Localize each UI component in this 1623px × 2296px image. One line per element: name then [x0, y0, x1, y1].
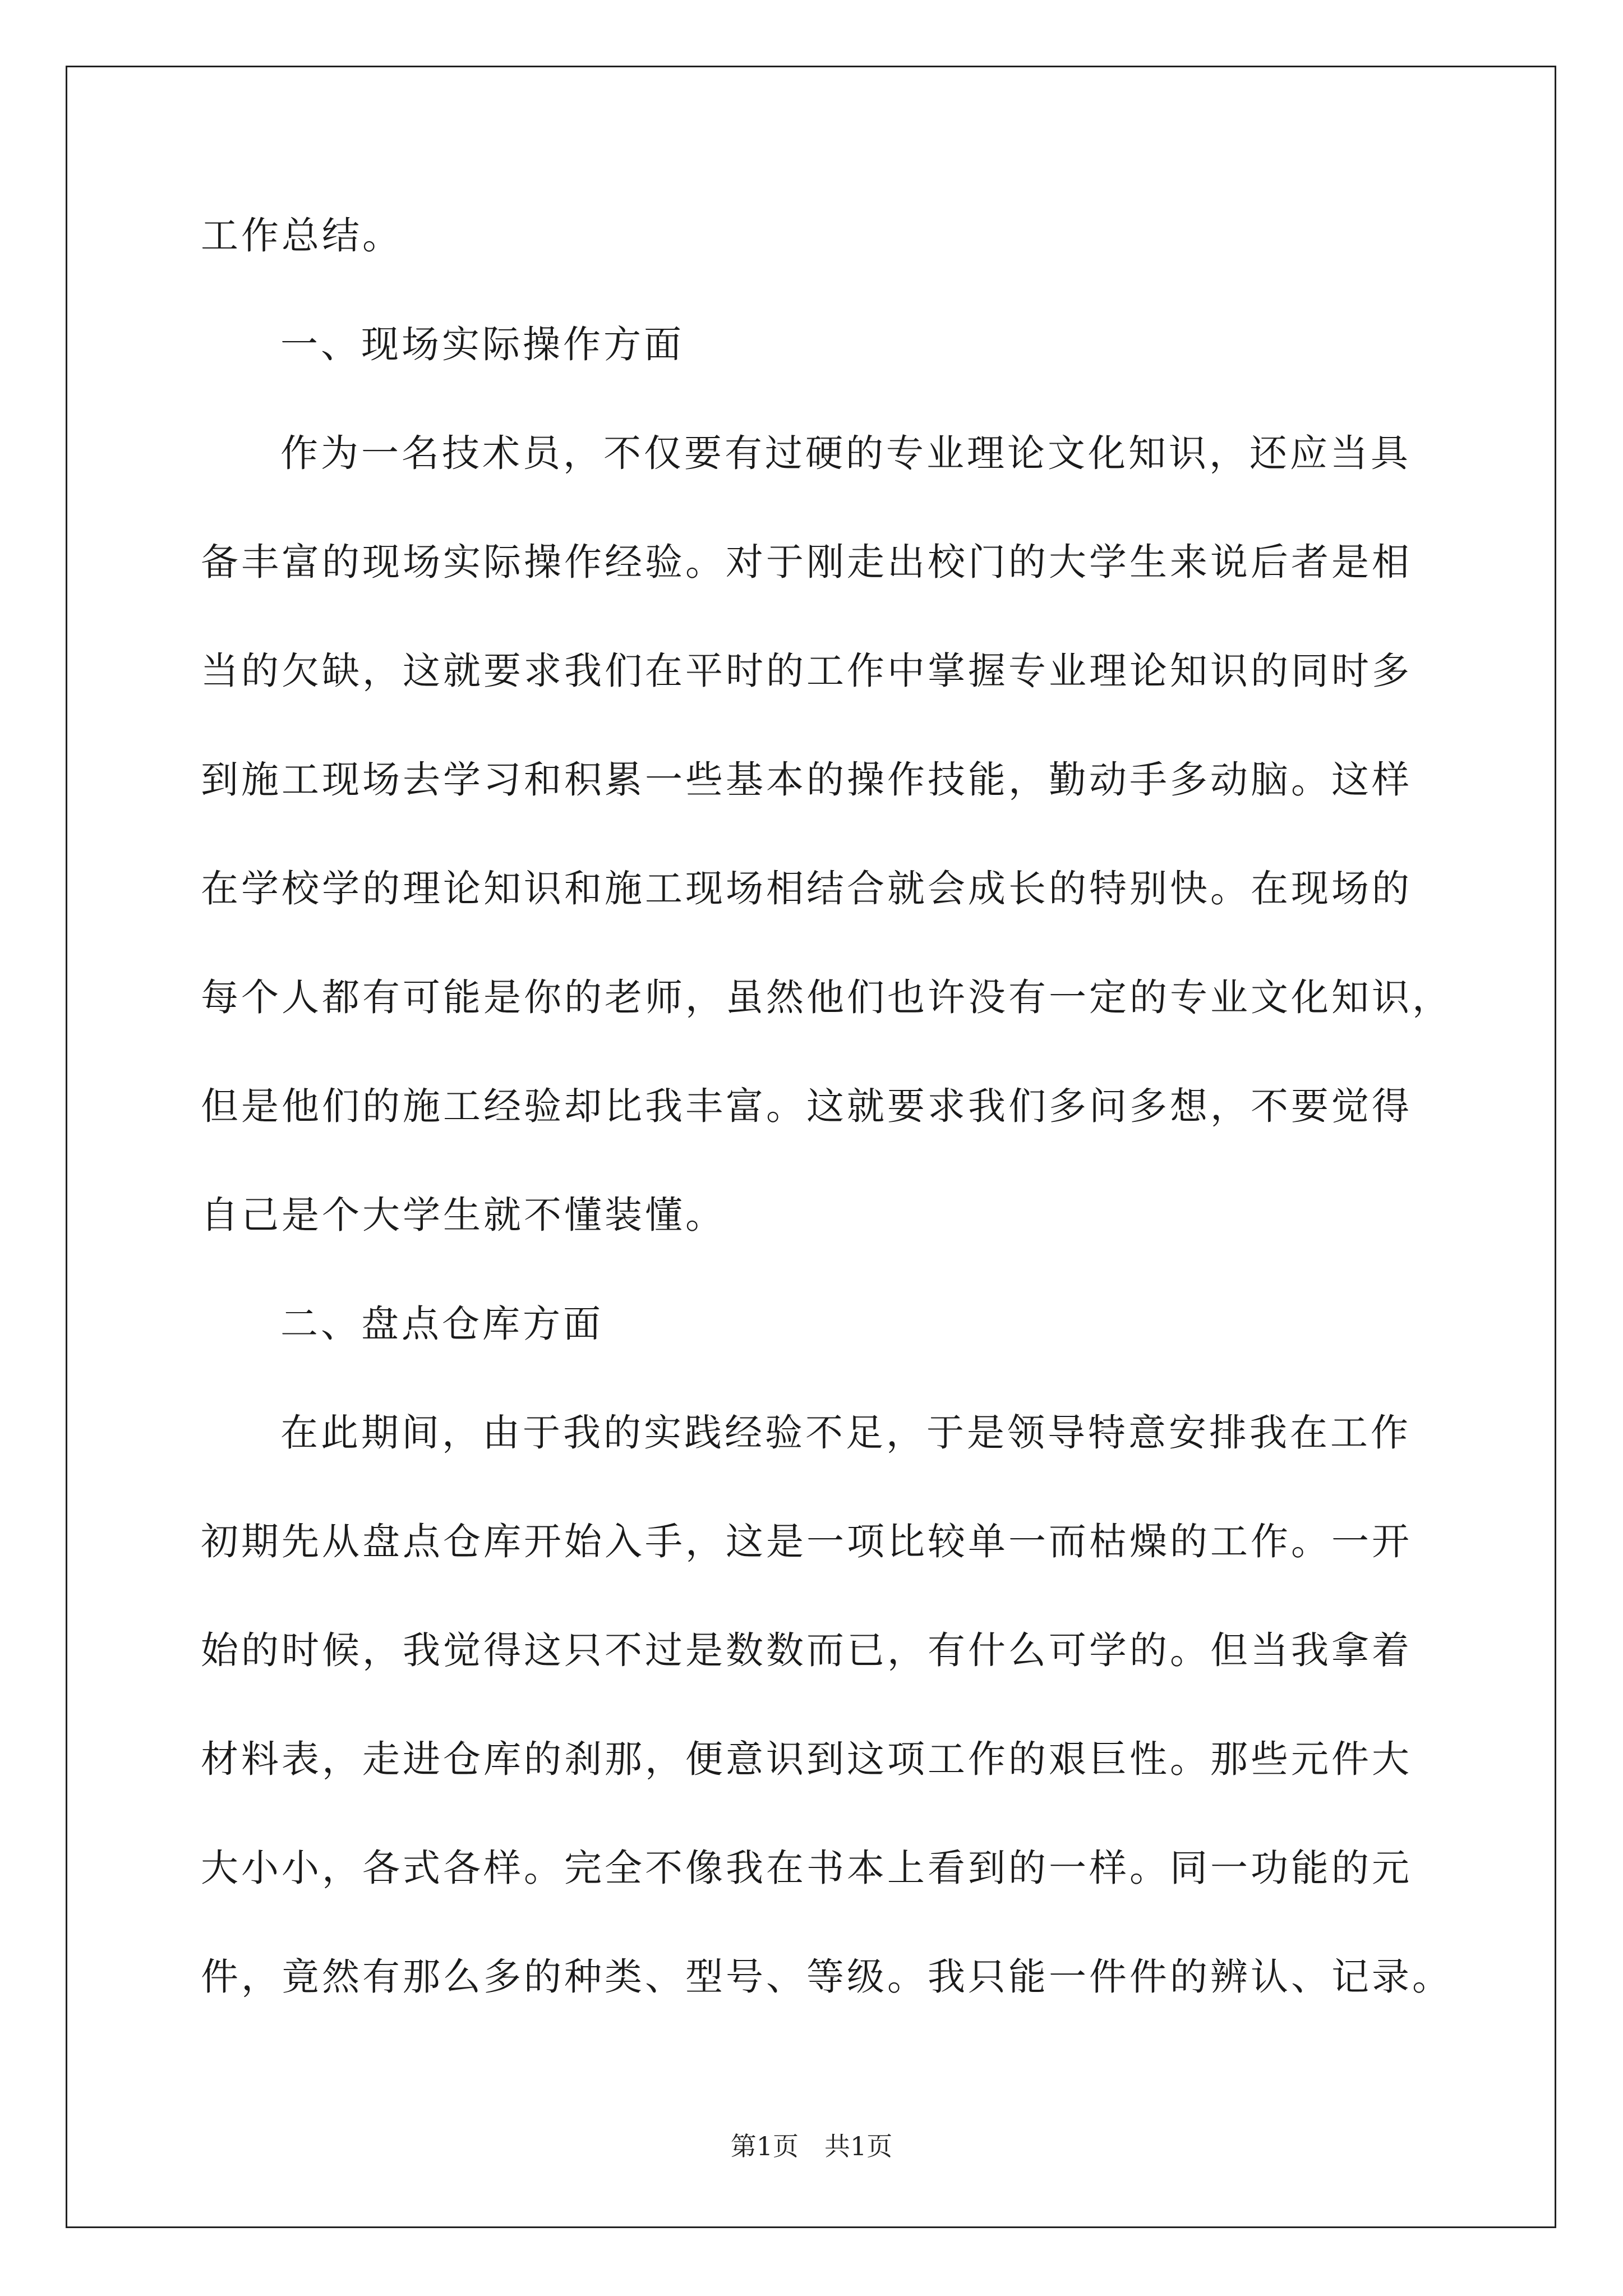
paragraph-line: 到施工现场去学习和积累一些基本的操作技能，勤动手多动脑。这样: [201, 758, 1412, 802]
paragraph-line: 件，竟然有那么多的种类、型号、等级。我只能一件件的辨认、记录。: [201, 1955, 1453, 1999]
paragraph-line: 但是他们的施工经验却比我丰富。这就要求我们多问多想，不要觉得: [201, 1084, 1412, 1128]
page-border: [66, 66, 1556, 2228]
paragraph-line: 材料表，走进仓库的刹那，便意识到这项工作的艰巨性。那些元件大: [201, 1737, 1412, 1781]
section-heading: 一、现场实际操作方面: [280, 323, 684, 366]
paragraph-line: 初期先从盘点仓库开始入手，这是一项比较单一而枯燥的工作。一开: [201, 1520, 1412, 1563]
paragraph-line: 每个人都有可能是你的老师，虽然他们也许没有一定的专业文化知识，: [201, 976, 1453, 1019]
paragraph-line: 在学校学的理论知识和施工现场相结合就会成长的特别快。在现场的: [201, 867, 1412, 910]
paragraph-line: 始的时候，我觉得这只不过是数数而已，有什么可学的。但当我拿着: [201, 1628, 1412, 1672]
paragraph-line: 备丰富的现场实际操作经验。对于刚走出校门的大学生来说后者是相: [201, 540, 1412, 584]
paragraph-line: 自己是个大学生就不懂装懂。: [201, 1193, 726, 1237]
paragraph-line: 在此期间，由于我的实践经验不足，于是领导特意安排我在工作: [280, 1411, 1411, 1455]
paragraph-line: 大小小，各式各样。完全不像我在书本上看到的一样。同一功能的元: [201, 1846, 1412, 1890]
paragraph-line: 作为一名技术员，不仅要有过硬的专业理论文化知识，还应当具: [280, 431, 1411, 475]
text-line: 工作总结。: [201, 214, 403, 257]
page-footer: 第1页 共1页: [730, 2131, 893, 2161]
paragraph-line: 当的欠缺，这就要求我们在平时的工作中掌握专业理论知识的同时多: [201, 649, 1412, 693]
section-heading: 二、盘点仓库方面: [280, 1302, 603, 1346]
